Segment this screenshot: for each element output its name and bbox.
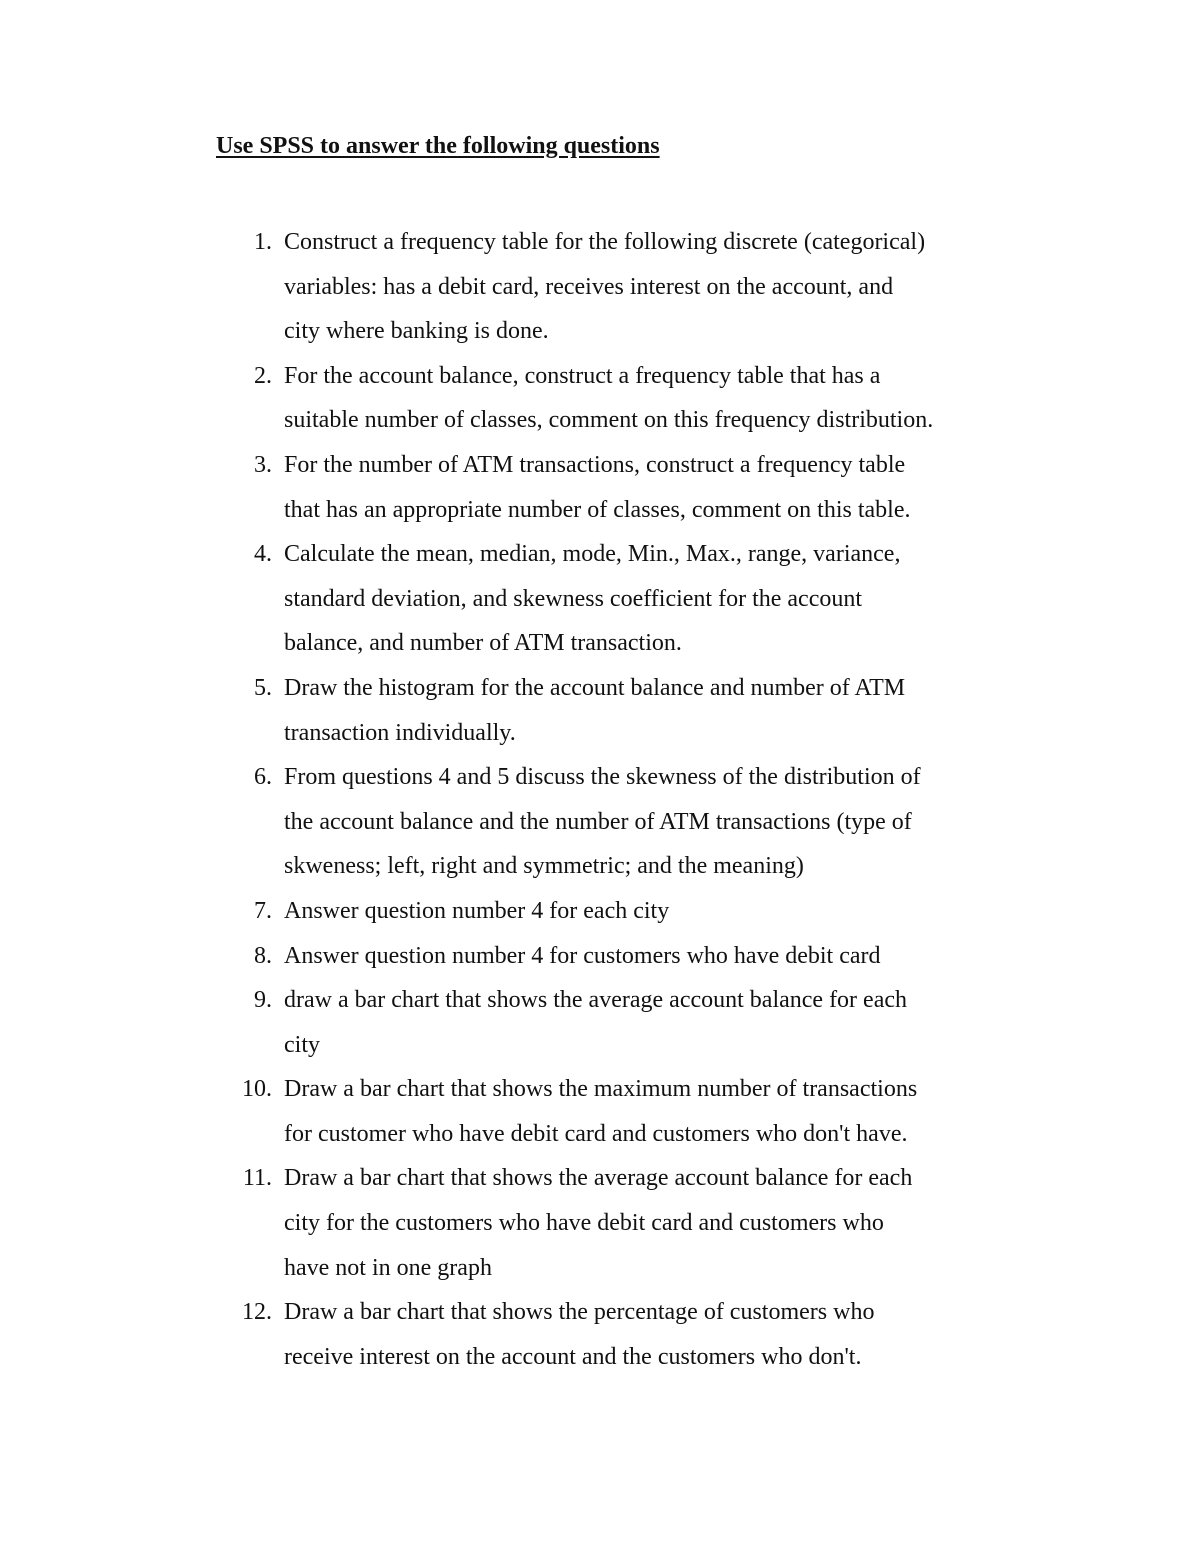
question-line: receive interest on the account and the customers who don't. — [284, 1343, 862, 1370]
question-line: Draw a bar chart that shows the maximum number of transactions — [284, 1076, 918, 1103]
list-item — [0, 978, 1200, 1067]
question-line: variables: has a debit card, receives interest on the account, and — [284, 273, 894, 300]
question-number: 12. — [242, 1299, 272, 1326]
question-text — [284, 934, 984, 979]
question-line: draw a bar chart that shows the average account balance for each — [284, 987, 908, 1014]
question-text — [284, 1156, 984, 1290]
question-text — [284, 354, 984, 443]
list-item — [0, 220, 1200, 354]
list-item — [0, 755, 1200, 889]
question-text — [284, 666, 984, 755]
question-number: 5. — [254, 674, 272, 701]
question-line: standard deviation, and skewness coefficient for the account — [284, 585, 863, 612]
list-item — [0, 532, 1200, 666]
question-line: Construct a frequency table for the following discrete (categorical) — [284, 229, 926, 255]
question-text — [284, 978, 984, 1067]
question-number: 3. — [254, 451, 272, 478]
question-number: 7. — [254, 897, 272, 924]
question-text — [284, 532, 984, 666]
question-line: transaction individually. — [284, 719, 516, 746]
question-line: Calculate the mean, median, mode, Min., Max., range, variance, — [284, 541, 901, 568]
question-line: city — [284, 1031, 320, 1058]
question-line: For the number of ATM transactions, construct a frequency table — [284, 451, 906, 478]
question-line: the account balance and the number of ATM transactions (type of — [284, 808, 912, 835]
question-number: 1. — [254, 229, 272, 255]
question-line: balance, and number of ATM transaction. — [284, 630, 682, 657]
question-text — [284, 1290, 984, 1379]
question-line: Draw a bar chart that shows the percentage of customers who — [284, 1299, 875, 1326]
question-line: For the account balance, construct a frequency table that has a — [284, 362, 881, 389]
question-line: skweness; left, right and symmetric; and the meaning) — [284, 853, 804, 880]
question-line: suitable number of classes, comment on this frequency distribution. — [284, 407, 934, 434]
question-text — [284, 443, 984, 532]
question-line: Answer question number 4 for customers who have debit card — [284, 942, 881, 969]
list-item — [0, 443, 1200, 532]
question-line: Draw a bar chart that shows the average account balance for each — [284, 1165, 913, 1192]
question-number: 4. — [254, 541, 272, 568]
question-line: Draw the histogram for the account balance and number of ATM — [284, 674, 906, 701]
list-item — [0, 934, 1200, 979]
list-item — [0, 1067, 1200, 1156]
question-line: From questions 4 and 5 discuss the skewness of the distribution of — [284, 764, 921, 791]
question-number: 6. — [254, 764, 272, 791]
list-item — [0, 1156, 1200, 1290]
question-text — [284, 220, 984, 354]
question-line: for customer who have debit card and customers who don't have. — [284, 1120, 908, 1147]
page-title: Use SPSS to answer the following questions — [216, 133, 660, 159]
question-line: Answer question number 4 for each city — [284, 897, 670, 924]
question-line: city for the customers who have debit card and customers who — [284, 1210, 884, 1237]
list-item — [0, 354, 1200, 443]
list-item — [0, 889, 1200, 934]
question-list — [0, 220, 1200, 1379]
question-text — [284, 755, 984, 889]
question-number: 11. — [242, 1165, 272, 1192]
question-number: 2. — [254, 362, 272, 389]
question-text — [284, 889, 984, 934]
question-line: have not in one graph — [284, 1254, 492, 1281]
question-number: 8. — [254, 942, 272, 969]
list-item — [0, 666, 1200, 755]
list-item — [0, 1290, 1200, 1379]
question-line: city where banking is done. — [284, 318, 549, 345]
question-number: 9. — [254, 987, 272, 1014]
question-line: that has an appropriate number of classes, comment on this table. — [284, 496, 911, 523]
question-text — [284, 1067, 984, 1156]
question-number: 10. — [242, 1076, 272, 1103]
